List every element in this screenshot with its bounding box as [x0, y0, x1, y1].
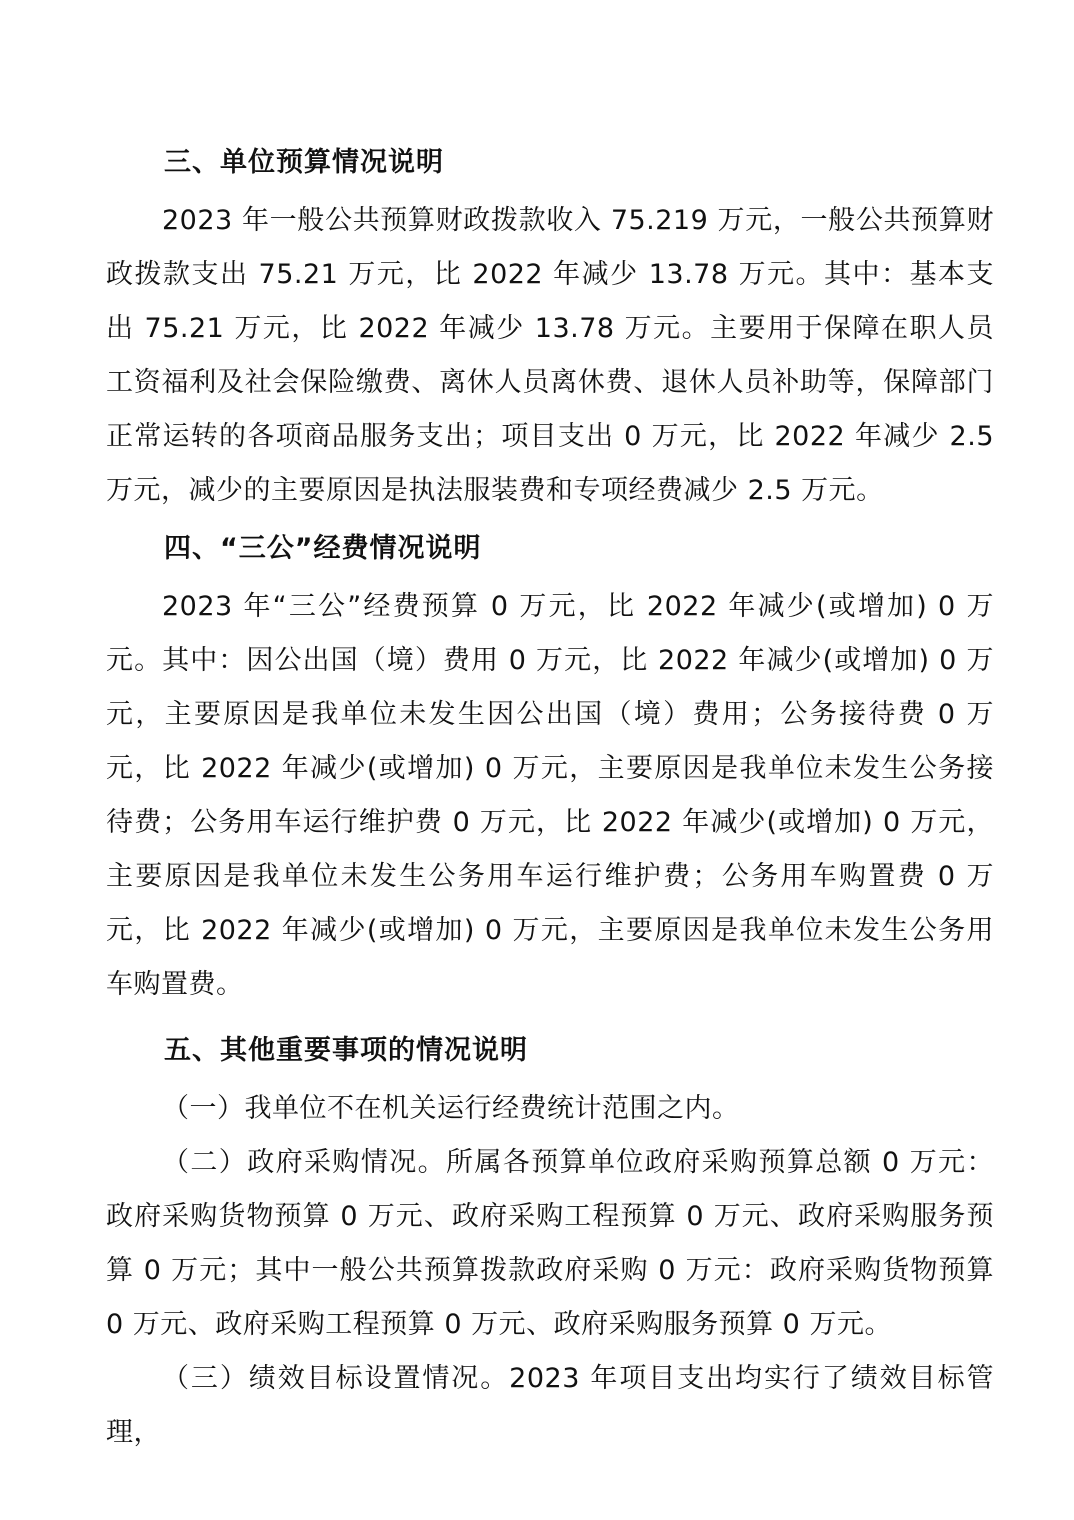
section-4-paragraph: 2023 年“三公”经费预算 0 万元，比 2022 年减少(或增加) 0 万元。其中：因公出国（境）费用 0 万元，比 2022 年减少(或增加) 0 万元，主要原因是我单位未发生因公出国（境）费用；公务接待费 0 万元，比 2022 年减少(或增加) 0 万元，主要原因是我单位未发生公务接待费；公务用车运行维护费 0 万元，比 2022 年减少(或增加) 0 万元，主要原因是我单位未发生公务用车运行维护费；公务用车购置费 0 万元，比 2022 年减少(或增加) 0 万元，主要原因是我单位未发生公务用车购置费。 — [106, 591, 994, 1000]
section-5-item-1: （一）我单位不在机关运行经费统计范围之内。 — [162, 1093, 740, 1124]
section-3-paragraph: 2023 年一般公共预算财政拨款收入 75.219 万元，一般公共预算财政拨款支出 75.21 万元，比 2022 年减少 13.78 万元。其中：基本支出 75.21 万元，比 2022 年减少 13.78 万元。主要用于保障在职人员工资福利及社会保险缴费、离休人员离休费、退休人员补助等，保障部门正常运转的各项商品服务支出；项目支出 0 万元，比 2022 年减少 2.5 万元，减少的主要原因是执法服装费和专项经费减少 2.5 万元。 — [106, 205, 994, 506]
section-5-heading: 五、其他重要事项的情况说明 — [164, 1035, 528, 1066]
section-5-item-2: （二）政府采购情况。所属各预算单位政府采购预算总额 0 万元：政府采购货物预算 0 万元、政府采购工程预算 0 万元、政府采购服务预算 0 万元；其中一般公共预算拨款政府采购 0 万元：政府采购货物预算 0 万元、政府采购工程预算 0 万元、政府采购服务预算 0 万元。 — [106, 1147, 994, 1340]
section-3-heading: 三、单位预算情况说明 — [164, 147, 444, 178]
section-4-heading: 四、“三公”经费情况说明 — [164, 533, 482, 564]
section-5-item-3: （三）绩效目标设置情况。2023 年项目支出均实行了绩效目标管理， — [106, 1363, 994, 1448]
document-page — [106, 132, 994, 1460]
